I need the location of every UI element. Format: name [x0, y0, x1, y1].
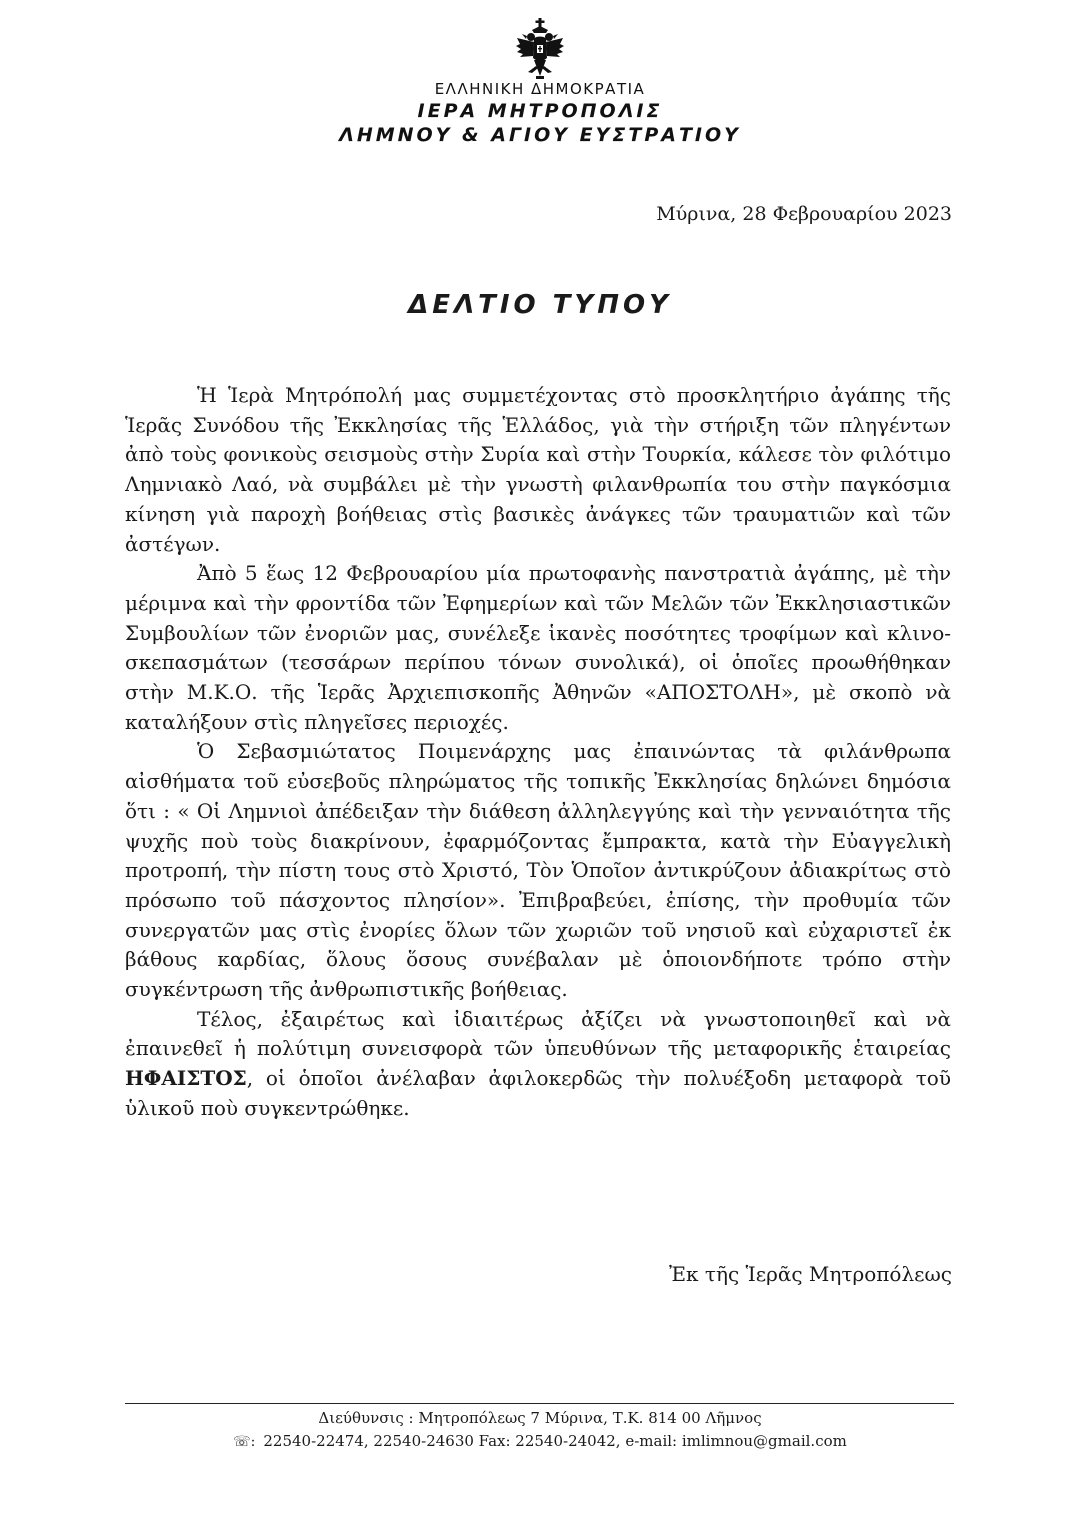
header-country: ΕΛΛΗΝΙΚΗ ΔΗΜΟΚΡΑΤΙΑ: [434, 80, 646, 98]
paragraph-2: Ἀπὸ 5 ἕως 12 Φεβρουαρίου μία πρωτοφανὴς πανστρατιὰ ἀγάπης, μὲ τὴν μέριμνα καὶ τὴν φροντίδα τῶν Ἐφημερίων καὶ τῶν Μελῶν τῶν Ἐκκλησιαστικῶν Συμβουλίων τῶν ἐνοριῶν μας, συνέλεξε ἱκανὲς ποσότητες τροφίμων καὶ κλινο-σκεπασμάτων (τεσσάρων περίπου τόνων συνολικά), οἱ ὁποῖες προωθήθηκαν στὴν Μ.Κ.Ο. τῆς Ἱερᾶς Ἀρχιεπισκοπῆς Ἀθηνῶν «ΑΠΟΣΤΟΛΗ», μὲ σκοπὸ νὰ καταλήξουν στὶς πληγεῖσες περιοχές.: [125, 561, 951, 734]
header-metropolis: ΙΕΡΑ ΜΗΤΡΟΠΟΛΙΣ: [417, 100, 663, 122]
paragraph-4-text-before: Τέλος, ἐξαιρέτως καὶ ἰδιαιτέρως ἀξίζει νὰ γνωστοποιηθεῖ καὶ νὰ ἐπαινεθεῖ ἡ πολύτιμη συνεισφορὰ τῶν ὑπευθύνων τῆς μεταφορικῆς ἑταιρείας: [125, 1006, 951, 1061]
paragraph-4-text-after: , οἱ ὁποῖοι ἀνέλαβαν ἀφιλοκερδῶς τὴν πολυέξοδη μεταφορὰ τοῦ ὑλικοῦ ποὺ συγκεντρώθηκε.: [125, 1066, 951, 1120]
paragraph-3: Ὁ Σεβασμιώτατος Ποιμενάρχης μας ἐπαινώντας τὰ φιλάνθρωπα αἰσθήματα τοῦ εὐσεβοῦς πληρώματος τῆς τοπικῆς Ἐκκλησίας δηλώνει δημόσια ὅτι : « Οἱ Λημνιοὶ ἀπέδειξαν τὴν διάθεση ἀλληλεγγύης καὶ τὴν γενναιότητα τῆς ψυχῆς ποὺ τοὺς διακρίνουν, ἐφαρμόζοντας ἔμπρακτα, κατὰ τὴν Εὐαγγελικὴ προτροπή, τὴν πίστη τους στὸ Χριστό, Τὸν Ὁποῖον ἀντικρύζουν ἀδιακρίτως στὸ πρόσωπο τοῦ πάσχοντος πλησίον». Ἐπιβραβεύει, ἐπίσης, τὴν προθυμία τῶν συνεργατῶν μας στὶς ἐνορίες ὅλων τῶν χωριῶν τοῦ νησιοῦ καὶ εὐχαριστεῖ ἐκ βάθους καρδίας, ὅλους ὅσους συνέβαλαν μὲ ὁποιονδήποτε τρόπο στὴν συγκέντρωση τῆς ἀνθρωπιστικῆς βοήθειας.: [125, 739, 951, 1002]
footer-divider: [125, 1403, 954, 1404]
press-release-body: [125, 381, 951, 1124]
telephone-icon: ☏:: [233, 1434, 256, 1450]
paragraph-1: Ἡ Ἱερὰ Μητρόπολή μας συμμετέχοντας στὸ προσκλητήριο ἀγάπης τῆς Ἱερᾶς Συνόδου τῆς Ἐκκλησίας τῆς Ἑλλάδος, γιὰ τὴν στήριξη τῶν πληγέντων ἀπὸ τοὺς φονικοὺς σεισμοὺς στὴν Συρία καὶ στὴν Τουρκία, κάλεσε τὸν φιλότιμο Λημνιακὸ Λαό, νὰ συμβάλει μὲ τὴν γνωστὴ φιλανθρωπία του στὴν παγκόσμια κίνηση γιὰ παροχὴ βοήθειας στὶς βασικὲς ἀνάγκες τῶν τραυματιῶν καὶ τῶν ἀστέγων.: [125, 383, 951, 556]
closing-signature: Ἐκ τῆς Ἱερᾶς Μητροπόλεως: [668, 1262, 952, 1286]
page-title: ΔΕΛΤΙΟ ΤΥΠΟΥ: [408, 290, 672, 320]
document-date: Μύρινα, 28 Φεβρουαρίου 2023: [656, 203, 952, 225]
footer-contacts: [0, 1432, 1080, 1450]
company-name: ΗΦΑΙΣΤΟΣ: [125, 1066, 247, 1091]
footer-contact-details: 22540-22474, 22540-24630 Fax: 22540-24042, e-mail: imlimnou@gmail.com: [263, 1432, 847, 1450]
footer-address: Διεύθυνσις : Μητροπόλεως 7 Μύρινα, Τ.Κ. 814 00 Λῆμνος: [318, 1409, 762, 1427]
header-diocese: ΛΗΜΝΟΥ & ΑΓΙΟΥ ΕΥΣΤΡΑΤΙΟΥ: [339, 124, 741, 146]
paragraph-4: [125, 1005, 951, 1124]
double-headed-eagle-icon: [514, 18, 566, 82]
